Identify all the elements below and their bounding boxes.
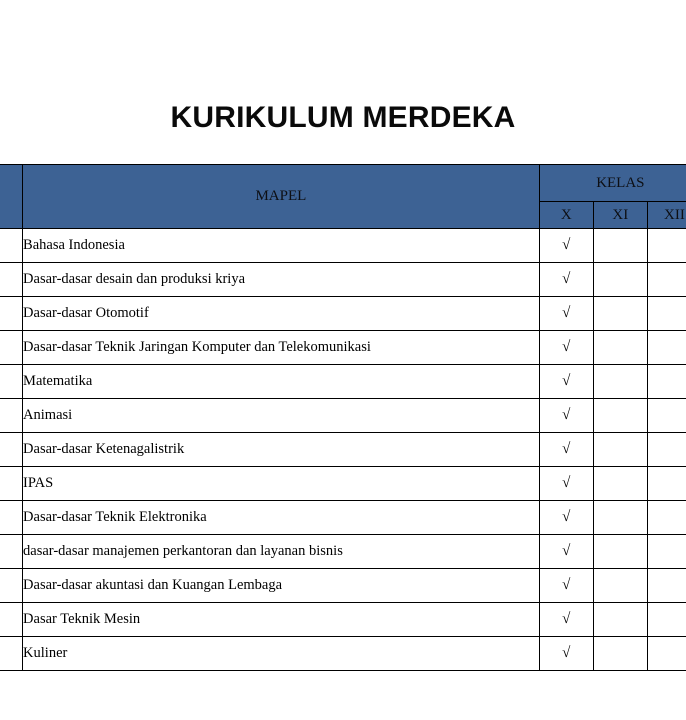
cell-class-xi <box>593 603 647 637</box>
column-header-class-xii: XII <box>647 202 686 229</box>
cell-class-xii <box>647 569 686 603</box>
cell-no <box>0 433 23 467</box>
cell-class-xi <box>593 331 647 365</box>
cell-class-xii <box>647 399 686 433</box>
curriculum-table-container <box>0 164 686 671</box>
cell-mapel: Bahasa Indonesia <box>23 229 540 263</box>
column-header-class-x: X <box>539 202 593 229</box>
cell-class-xii <box>647 297 686 331</box>
table-row <box>0 569 686 603</box>
cell-mapel: Dasar-dasar desain dan produksi kriya <box>23 263 540 297</box>
cell-class-xii <box>647 331 686 365</box>
cell-class-x: √ <box>539 467 593 501</box>
table-row <box>0 365 686 399</box>
cell-mapel: IPAS <box>23 467 540 501</box>
cell-no <box>0 365 23 399</box>
table-row <box>0 229 686 263</box>
cell-class-xii <box>647 263 686 297</box>
cell-class-x: √ <box>539 433 593 467</box>
cell-class-xi <box>593 365 647 399</box>
cell-class-x: √ <box>539 263 593 297</box>
cell-mapel: Dasar-dasar Ketenagalistrik <box>23 433 540 467</box>
cell-class-x: √ <box>539 399 593 433</box>
cell-mapel: dasar-dasar manajemen perkantoran dan layanan bisnis <box>23 535 540 569</box>
cell-mapel: Kuliner <box>23 637 540 671</box>
cell-no <box>0 603 23 637</box>
cell-class-x: √ <box>539 569 593 603</box>
cell-class-xi <box>593 229 647 263</box>
cell-class-xi <box>593 501 647 535</box>
cell-mapel: Dasar-dasar akuntasi dan Kuangan Lembaga <box>23 569 540 603</box>
cell-no <box>0 229 23 263</box>
cell-class-xii <box>647 535 686 569</box>
cell-no <box>0 501 23 535</box>
cell-class-x: √ <box>539 365 593 399</box>
cell-class-x: √ <box>539 331 593 365</box>
table-row <box>0 603 686 637</box>
cell-mapel: Dasar-dasar Teknik Elektronika <box>23 501 540 535</box>
cell-class-x: √ <box>539 501 593 535</box>
cell-class-xi <box>593 637 647 671</box>
table-row <box>0 263 686 297</box>
page-title: KURIKULUM MERDEKA <box>170 101 516 134</box>
table-row <box>0 501 686 535</box>
cell-mapel: Matematika <box>23 365 540 399</box>
table-body <box>0 229 686 671</box>
cell-class-xi <box>593 569 647 603</box>
cell-class-xi <box>593 535 647 569</box>
table-row <box>0 535 686 569</box>
cell-mapel: Dasar Teknik Mesin <box>23 603 540 637</box>
cell-class-x: √ <box>539 535 593 569</box>
cell-class-xii <box>647 637 686 671</box>
column-header-mapel: MAPEL <box>23 165 540 229</box>
cell-class-xi <box>593 297 647 331</box>
cell-no <box>0 297 23 331</box>
table-row <box>0 399 686 433</box>
cell-class-x: √ <box>539 297 593 331</box>
cell-class-x: √ <box>539 637 593 671</box>
cell-class-xii <box>647 365 686 399</box>
cell-no <box>0 331 23 365</box>
cell-class-xi <box>593 399 647 433</box>
table-row <box>0 297 686 331</box>
cell-class-xi <box>593 467 647 501</box>
cell-no <box>0 569 23 603</box>
curriculum-table <box>0 164 686 671</box>
cell-class-xi <box>593 263 647 297</box>
cell-class-xii <box>647 467 686 501</box>
cell-no <box>0 399 23 433</box>
cell-class-xii <box>647 501 686 535</box>
cell-mapel: Dasar-dasar Otomotif <box>23 297 540 331</box>
column-header-no <box>0 165 23 229</box>
cell-class-x: √ <box>539 603 593 637</box>
table-row <box>0 331 686 365</box>
table-header <box>0 165 686 229</box>
cell-class-xii <box>647 229 686 263</box>
cell-class-xii <box>647 603 686 637</box>
cell-no <box>0 637 23 671</box>
table-row <box>0 433 686 467</box>
cell-no <box>0 535 23 569</box>
cell-no <box>0 263 23 297</box>
column-header-class-xi: XI <box>593 202 647 229</box>
cell-class-xii <box>647 433 686 467</box>
table-row <box>0 637 686 671</box>
cell-no <box>0 467 23 501</box>
column-header-kelas: KELAS <box>539 165 686 202</box>
cell-class-x: √ <box>539 229 593 263</box>
cell-mapel: Animasi <box>23 399 540 433</box>
cell-class-xi <box>593 433 647 467</box>
cell-mapel: Dasar-dasar Teknik Jaringan Komputer dan Telekomunikasi <box>23 331 540 365</box>
table-header-row-top <box>0 165 686 202</box>
table-row <box>0 467 686 501</box>
